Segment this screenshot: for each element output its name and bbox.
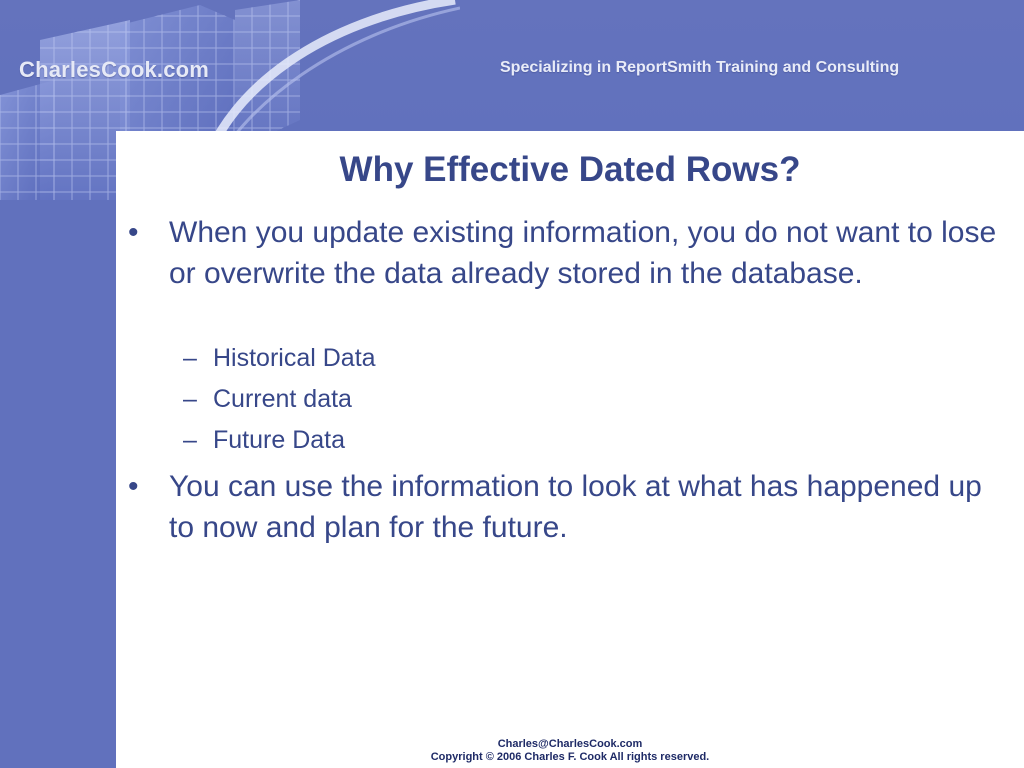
footer-copyright: Copyright © 2006 Charles F. Cook All rights reserved.: [430, 751, 710, 763]
sub-text: Future Data: [213, 426, 346, 454]
tagline: Specializing in ReportSmith Training and Consulting: [500, 59, 900, 76]
bullet-text: When you update existing information, you do not want to lose or overwrite the data already stored in the database.: [169, 216, 997, 290]
footer: [116, 738, 1024, 764]
sub-marker: –: [183, 344, 197, 372]
left-band: [0, 131, 116, 768]
slide-title: Why Effective Dated Rows?: [339, 150, 801, 189]
sub-marker: –: [183, 426, 197, 454]
sub-text: Current data: [213, 385, 352, 413]
bullet-marker: •: [128, 470, 139, 503]
site-logo: CharlesCook.com: [19, 57, 210, 82]
bullet-marker: •: [128, 216, 139, 249]
sub-marker: –: [183, 385, 197, 413]
bullet-text: You can use the information to look at what has happened up to now and plan for the future.: [169, 470, 982, 544]
footer-email: Charles@CharlesCook.com: [497, 738, 643, 750]
sub-text: Historical Data: [213, 344, 376, 372]
